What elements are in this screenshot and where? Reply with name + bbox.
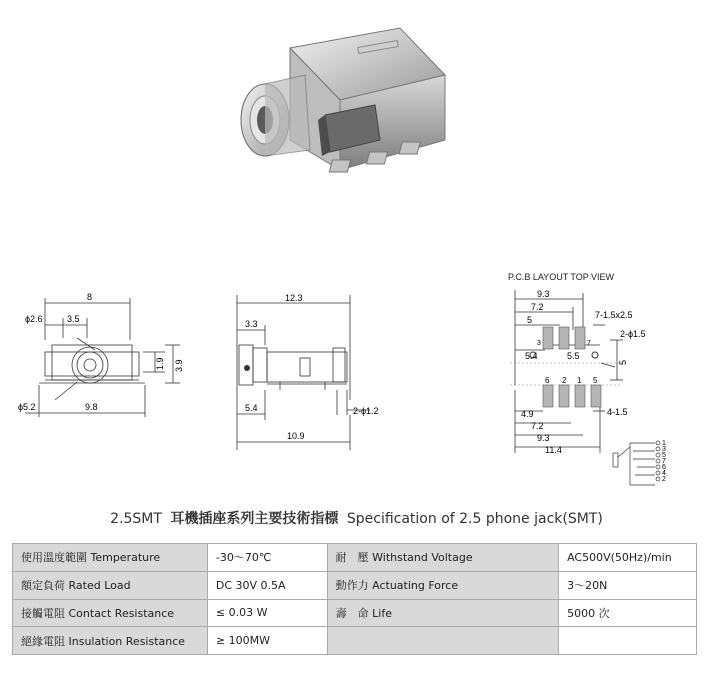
schematic-pin-labels [662, 440, 666, 483]
dim-8: 8 [87, 292, 93, 302]
table-row [13, 599, 697, 627]
table-row [13, 544, 697, 572]
spec-value: 3～20N [559, 571, 697, 599]
schematic-pin: 6 [662, 464, 666, 471]
pcb-pin-3: 3 [537, 340, 541, 347]
spec-table [12, 543, 697, 655]
pcb-pin-6: 6 [545, 376, 550, 385]
pcb-dim-5-5: 5.5 [567, 351, 580, 361]
spec-value: -30～70℃ [207, 544, 327, 572]
spec-value: ≤ 0.03 W [207, 599, 327, 627]
pcb-pin-5: 5 [593, 376, 598, 385]
side-view-drawing [225, 290, 410, 450]
dim-3-3: 3.3 [245, 319, 258, 329]
schematic-pin: 4 [662, 470, 666, 477]
dim-2-phi-1-2: 2-ϕ1.2 [353, 406, 379, 416]
schematic-pin: 5 [662, 452, 666, 459]
spec-label: 絕緣電阻 Insulation Resistance [13, 627, 208, 655]
title-chinese: 耳機插座系列主要技術指標 [170, 511, 339, 527]
pcb-dim-9-3-bottom: 9.3 [537, 433, 550, 443]
spec-label: 動作力 Actuating Force [327, 571, 558, 599]
title-english: Specification of 2.5 phone jack(SMT) [346, 511, 603, 527]
title-model: 2.5SMT [110, 511, 162, 527]
dim-5-4: 5.4 [245, 403, 258, 413]
pcb-layout-drawing [505, 285, 705, 490]
spec-label: 接觸電阻 Contact Resistance [13, 599, 208, 627]
dim-phi-5-2: ϕ5.2 [18, 402, 36, 412]
pcb-pin-7: 7 [587, 340, 591, 347]
schematic-pin: 2 [662, 476, 666, 483]
schematic-pin: 1 [662, 440, 666, 447]
spec-title [0, 508, 713, 528]
pcb-pin-1: 1 [577, 376, 582, 385]
spec-label-empty [327, 627, 558, 655]
dim-1-9: 1.9 [155, 357, 165, 370]
spec-value: 5000 次 [559, 599, 697, 627]
spec-value: ≥ 100MW [207, 627, 327, 655]
spec-value: AC500V(50Hz)/min [559, 544, 697, 572]
pcb-dim-4-1-5: 4-1.5 [607, 407, 628, 417]
dim-10-9: 10.9 [287, 431, 305, 441]
pcb-dim-4-9: 4.9 [521, 409, 534, 419]
spec-value-empty [559, 627, 697, 655]
table-row [13, 571, 697, 599]
pcb-dim-9-3-top: 9.3 [537, 289, 550, 299]
dim-9-8: 9.8 [85, 402, 98, 412]
schematic-pin: 7 [662, 458, 666, 465]
pcb-dim-5-top: 5 [527, 315, 533, 325]
dim-12-3: 12.3 [285, 293, 303, 303]
pcb-heading: P.C.B LAYOUT TOP VIEW [508, 272, 615, 282]
pcb-pin-2: 2 [562, 376, 567, 385]
pcb-dim-7-2-top: 7.2 [531, 302, 544, 312]
pcb-dim-11-4: 11.4 [545, 445, 562, 455]
pcb-dim-2-phi-1-5: 2-ϕ1.5 [620, 329, 646, 339]
dim-3-5: 3.5 [67, 314, 80, 324]
pcb-dim-5-side: 5 [618, 359, 628, 365]
jack-schematic [613, 441, 660, 485]
pcb-dim-7-2-bottom: 7.2 [531, 421, 544, 431]
spec-label: 使用溫度範圍 Temperature [13, 544, 208, 572]
spec-value: DC 30V 0.5A [207, 571, 327, 599]
spec-label: 耐 壓 Withstand Voltage [327, 544, 558, 572]
front-view-drawing [15, 290, 200, 425]
table-row [13, 627, 697, 655]
pcb-dim-5-4: 5.4 [525, 351, 538, 361]
product-photo [230, 20, 480, 190]
dim-phi-2-6: ϕ2.6 [25, 314, 43, 324]
dim-3-9: 3.9 [174, 359, 184, 372]
spec-label: 額定負荷 Rated Load [13, 571, 208, 599]
pcb-dim-7-1-5x2-5: 7-1.5x2.5 [595, 310, 633, 320]
spec-label: 壽 命 Life [327, 599, 558, 627]
schematic-pin: 3 [662, 446, 666, 453]
